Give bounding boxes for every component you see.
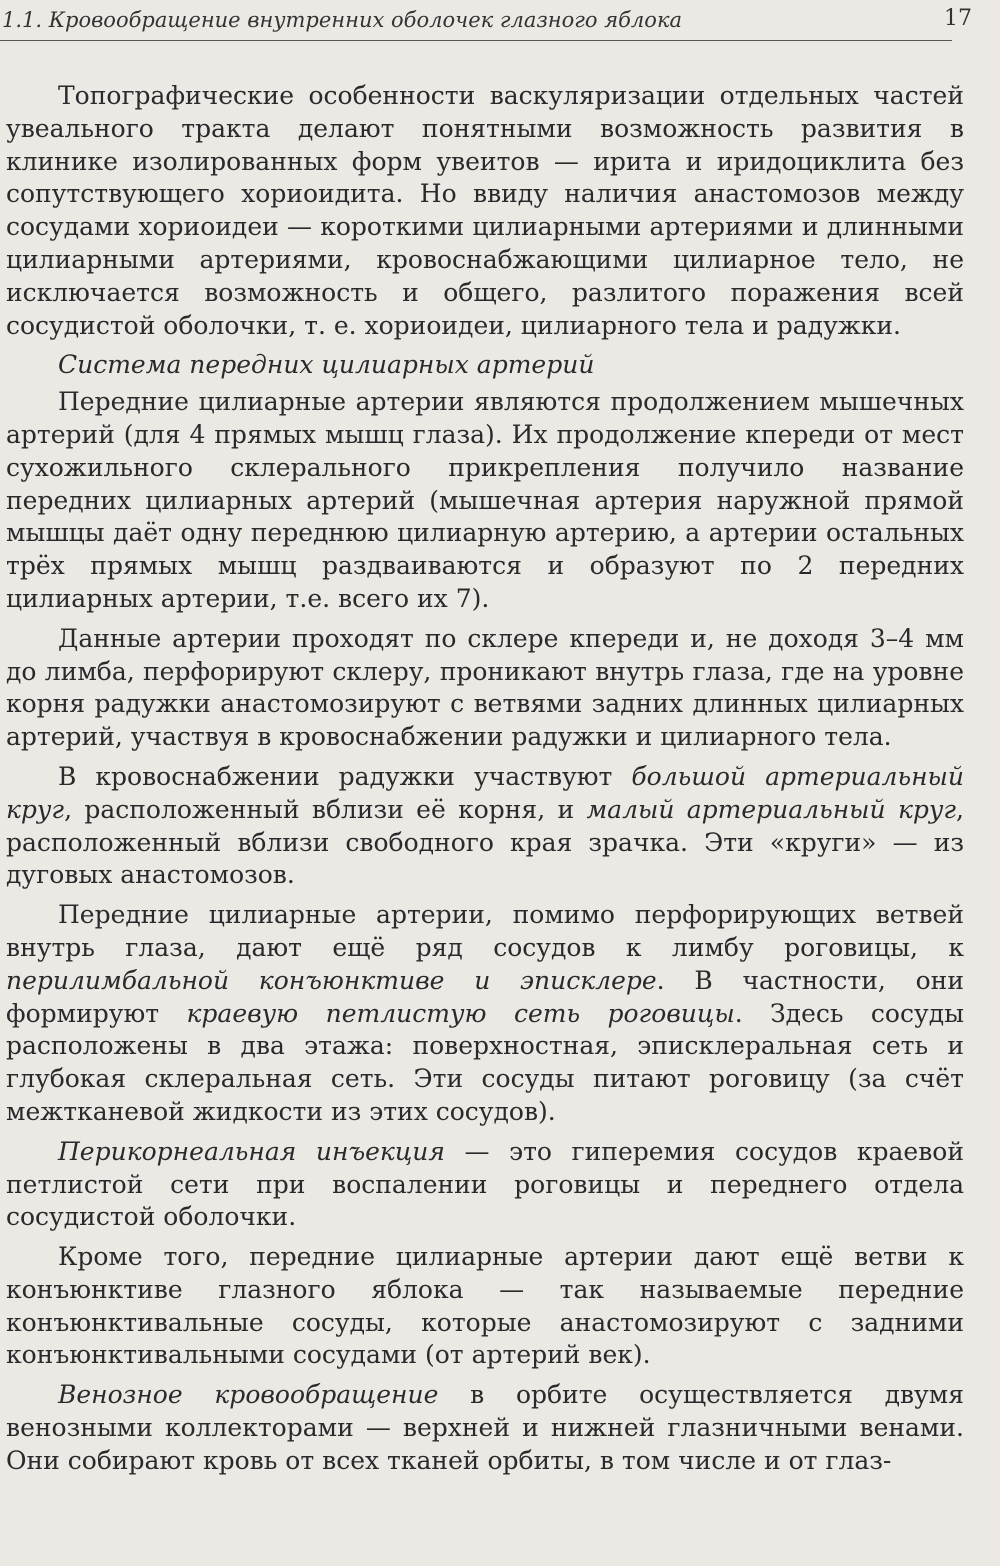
italic-term: большой артериальный круг — [6, 761, 964, 824]
page-number: 17 — [944, 6, 972, 31]
header-rule — [0, 40, 952, 41]
text-run: , расположенный вблизи её корня, и — [64, 794, 587, 824]
page-header — [0, 0, 1000, 44]
section-subheading: Система передних цилиарных артерий — [58, 350, 595, 380]
text-run: . Здесь сосуды расположены в два этажа: поверхностная, эписклеральная сеть и глубокая склеральная сеть. Эти сосуды питают роговицу (за счёт межтканевой жидкости из этих сосудов). — [6, 998, 964, 1126]
text-run: в орбите осуществляется двумя венозными коллекторами — верхней и нижней глазничными венами. Они собирают кровь от всех тканей орбиты, в том числе и от глаз- — [6, 1380, 964, 1475]
text-run: В кровоснабжении радужки участвуют — [58, 761, 632, 791]
paragraph-5 — [6, 899, 964, 1129]
italic-term: Перикорнеальная инъекция — [58, 1136, 445, 1166]
paragraph-3: Данные артерии проходят по склере кпереди и, не доходя 3–4 мм до лимба, перфорируют склеру, проникают внутрь глаза, где на уровне корня радужки анастомозируют с ветвями задних длинных цилиарных артерий, участвуя в кровоснабжении радужки и цилиарного тела. — [6, 623, 964, 752]
text-run: . В частности, они формируют — [6, 965, 964, 1028]
italic-term: Венозное кровообращение — [58, 1380, 439, 1410]
paragraph-6 — [6, 1136, 964, 1234]
paragraph-2: Передние цилиарные артерии являются продолжением мышечных артерий (для 4 прямых мышц глаза). Их продолжение кпереди от мест сухожильного склерального прикрепления получило название передних цилиарных артерий (мышечная артерия наружной прямой мышцы даёт одну переднюю цилиарную артерию, а артерии остальных трёх прямых мышц раздваиваются и образуют по 2 передних цилиарных артерии, т.е. всего их 7). — [6, 387, 964, 613]
italic-term: перилимбальной конъюнктиве и эписклере — [6, 965, 657, 995]
italic-term: краевую петлистую сеть роговицы — [186, 998, 735, 1028]
text-run: , расположенный вблизи свободного края зрачка. Эти «круги» — из дуговых анастомозов. — [6, 794, 964, 890]
text-run: — это гиперемия сосудов краевой петлистой сети при воспалении роговицы и переднего отдела сосудистой оболочки. — [6, 1136, 964, 1232]
paragraph-7: Кроме того, передние цилиарные артерии дают ещё ветви к конъюнктиве глазного яблока — так называемые передние конъюнктивальные сосуды, которые анастомозируют с задними конъюнктивальными сосудами (от артерий век). — [6, 1242, 964, 1370]
italic-term: малый артериальный круг — [586, 794, 957, 824]
paragraph-4 — [6, 761, 964, 892]
page-body — [6, 80, 964, 1485]
paragraph-8 — [6, 1379, 964, 1477]
paragraph-1: Топографические особенности васкуляризации отдельных частей увеального тракта делают понятными возможность развития в клинике изолированных форм увеитов — ирита и иридоциклита без сопутствующего хориоидита. Но ввиду наличия анастомозов между сосудами хориоидеи — короткими цилиарными артериями и длинными цилиарными артериями, кровоснабжающими цилиарное тело, не исключается возможность и общего, разлитого поражения всей сосудистой оболочки, т. е. хориоидеи, цилиарного тела и радужки. — [6, 81, 964, 340]
running-head: 1.1. Кровообращение внутренних оболочек глазного яблока — [2, 8, 682, 32]
text-run: Передние цилиарные артерии, помимо перфорирующих ветвей внутрь глаза, дают ещё ряд сосудов к лимбу роговицы, к — [6, 900, 964, 962]
